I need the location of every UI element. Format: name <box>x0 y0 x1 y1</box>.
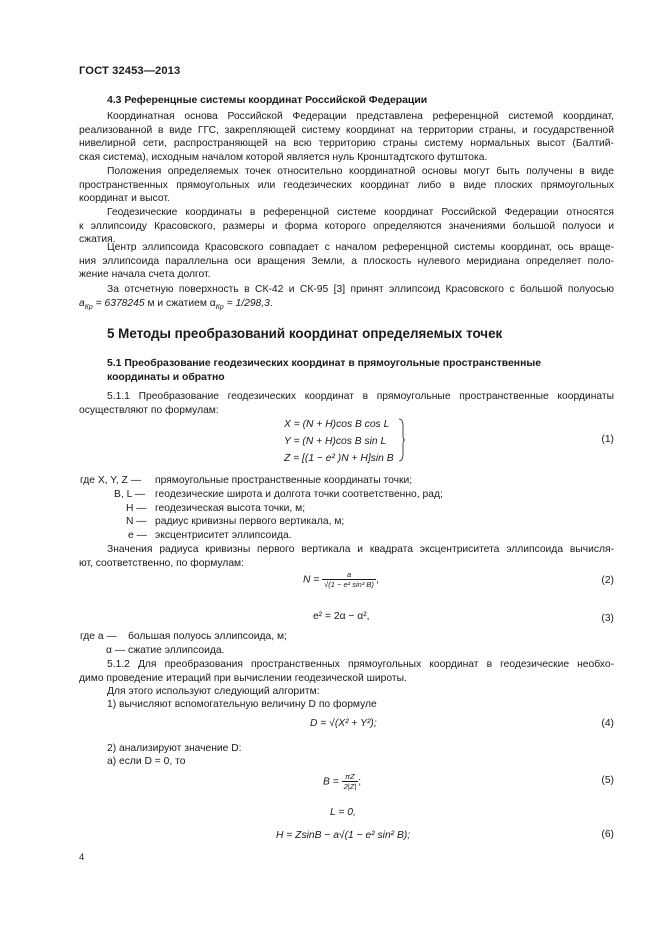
where-symbol: N — <box>126 516 147 527</box>
equation-1-line-2: Y = (N + H)cos B sin L <box>284 436 387 447</box>
equation-2-lhs: N = <box>303 574 323 586</box>
equation-5-denominator: 2|Z| <box>343 782 357 791</box>
where-description: геодезическая высота точки, м; <box>155 503 306 514</box>
flattening-value: = 1/298,3 <box>223 297 270 309</box>
text-fragment: . <box>269 297 273 309</box>
where-symbol: B, L — <box>114 489 146 500</box>
equation-2-fraction <box>322 570 376 590</box>
equation-1-line-3: Z = [(1 − e² )N + H]sin B <box>284 453 394 464</box>
where-symbol: H — <box>126 503 147 514</box>
text-line: Центр эллипсоида Красовского совпадает с началом референцной системы координат, ось враще- <box>107 242 614 253</box>
symbol-alpha: α <box>209 297 216 309</box>
where-symbol: e — <box>128 530 147 541</box>
paragraph-4-3-1 <box>79 110 614 164</box>
text-line: Значения радиуса кривизны первого вертикала и квадрата эксцентриситета эллипсоида вычисля- <box>107 544 614 555</box>
equation-system-brace <box>399 418 405 462</box>
where-description: геодезические широта и долгота точки соответственно, рад; <box>155 489 443 500</box>
equation-5-number: (5) <box>601 775 614 786</box>
equation-4-number: (4) <box>601 718 614 729</box>
equation-4: D = √(X² + Y²); <box>310 718 377 729</box>
paragraph-4-3-5 <box>79 283 614 314</box>
equation-2-number: (2) <box>601 575 614 586</box>
text-line: 5.1.2 Для преобразования пространственных прямоугольных координат в геодезические необхо- <box>107 659 614 670</box>
text-line: сжатия. <box>79 234 116 246</box>
text-line: пространственных прямоугольных или геодезических координат либо в виде плоских прямоугольных <box>79 179 614 191</box>
text-fragment: м и сжатием <box>144 297 210 309</box>
algorithm-step-2a: а) если D = 0, то <box>107 756 186 767</box>
subscript-kr: Кр <box>215 303 224 311</box>
text-line: осуществляют по формулам: <box>79 404 219 416</box>
section-4-3-title: 4.3 Референцные системы координат Российской Федерации <box>107 95 428 106</box>
symbol-a: a <box>79 297 85 309</box>
equation-1-number: (1) <box>601 434 614 445</box>
section-5-1-title-line2: координаты и обратно <box>107 372 225 383</box>
text-line: Геодезические координаты в референцной системе координат Российской Федерации относятся <box>107 207 614 218</box>
standard-header: ГОСТ 32453—2013 <box>79 65 181 77</box>
text-line: жение начала счета долгот. <box>79 269 211 281</box>
where-description: эксцентриситет эллипсоида. <box>155 530 292 541</box>
text-line: ют, соответственно, по формулам: <box>79 557 244 569</box>
equation-5 <box>323 772 361 792</box>
text-line <box>79 297 614 315</box>
where-symbol: где a — <box>80 631 117 642</box>
text-line: реализованной в виде ГГС, закрепляющей систему координат на территории страны, и государственной <box>79 124 614 136</box>
where-description: сжатие эллипсоида. <box>128 645 225 656</box>
text-line: к эллипсоиду Красовского, размеры и форма которого определяются значениями большой полуоси и <box>79 220 614 232</box>
text-line: координат и высот. <box>79 193 170 205</box>
equation-2: N = $\frac{a}{\text{√(1 − e² sin² B)}}$ , <box>303 570 379 589</box>
section-5-1-title-line1: 5.1 Преобразование геодезических координат в прямоугольные пространственные <box>107 358 542 369</box>
text-line: димо проведение итераций при вычислении геодезической широты. <box>79 672 407 684</box>
equation-6-number: (6) <box>601 829 614 840</box>
text-line: За отсчетную поверхность в СК-42 и СК-95 [3] принят эллипсоид Красовского с большой полуосью <box>107 284 614 295</box>
algorithm-step-1: 1) вычисляют вспомогательную величину D по формуле <box>107 699 377 710</box>
section-5-title: 5 Методы преобразований координат определяемых точек <box>107 326 503 341</box>
subscript-kr: Кр <box>84 303 93 311</box>
equation-2-numerator: a <box>346 570 352 579</box>
where-description: прямоугольные пространственные координаты точки; <box>155 475 413 486</box>
paragraph-5-1-1-b <box>79 543 614 570</box>
where-symbol: α — <box>106 645 126 656</box>
paragraph-4-3-2 <box>79 165 614 206</box>
text-line: 5.1.1 Преобразование геодезических координат в прямоугольные пространственные координаты <box>107 391 614 402</box>
equation-5-numerator: πZ <box>345 772 355 781</box>
where-description: большая полуось эллипсоида, м; <box>128 631 287 642</box>
text-line: ская система), исходным началом которой является нуль Кронштадтского футштока. <box>79 151 488 163</box>
equation-1-line-1: X = (N + H)cos B cos L <box>284 419 390 430</box>
paragraph-4-3-4 <box>79 241 614 282</box>
text-line: Координатная основа Российской Федерации представлена референцной системой координат, <box>107 111 614 122</box>
algorithm-intro: Для этого используют следующий алгоритм: <box>107 686 320 697</box>
text-line: нивелирной сети, распространяющей на всю территорию страны систему нормальных высот (Балтий- <box>79 138 614 150</box>
equation-3-number: (3) <box>601 613 614 624</box>
equation-5-end: ; <box>358 776 362 788</box>
paragraph-5-1-1 <box>79 390 614 417</box>
equation-3: e² = 2α − α², <box>313 611 370 622</box>
text-line: Положения определяемых точек относительно координатной основы могут быть получены в виде <box>107 166 614 177</box>
equation-5-fraction <box>342 772 362 792</box>
equation-2-denominator: √(1 − e² sin² B) <box>324 580 374 589</box>
equation-5-lhs: B = <box>323 776 342 788</box>
text-line: ния эллипсоида параллельна оси вращения Земли, а плоскость нулевого меридиана определяет поло- <box>79 255 614 267</box>
page-number: 4 <box>79 852 85 863</box>
where-description: радиус кривизны первого вертикала, м; <box>155 516 345 527</box>
equation-longitude-zero: L = 0, <box>330 807 356 818</box>
paragraph-5-1-2 <box>79 658 614 685</box>
semi-major-axis-value: = 6378245 <box>92 297 145 309</box>
equation-6: H = ZsinB − a√(1 − e² sin² B); <box>276 830 411 841</box>
where-symbol: где X, Y, Z — <box>80 475 142 486</box>
algorithm-step-2: 2) анализируют значение D: <box>107 743 242 754</box>
